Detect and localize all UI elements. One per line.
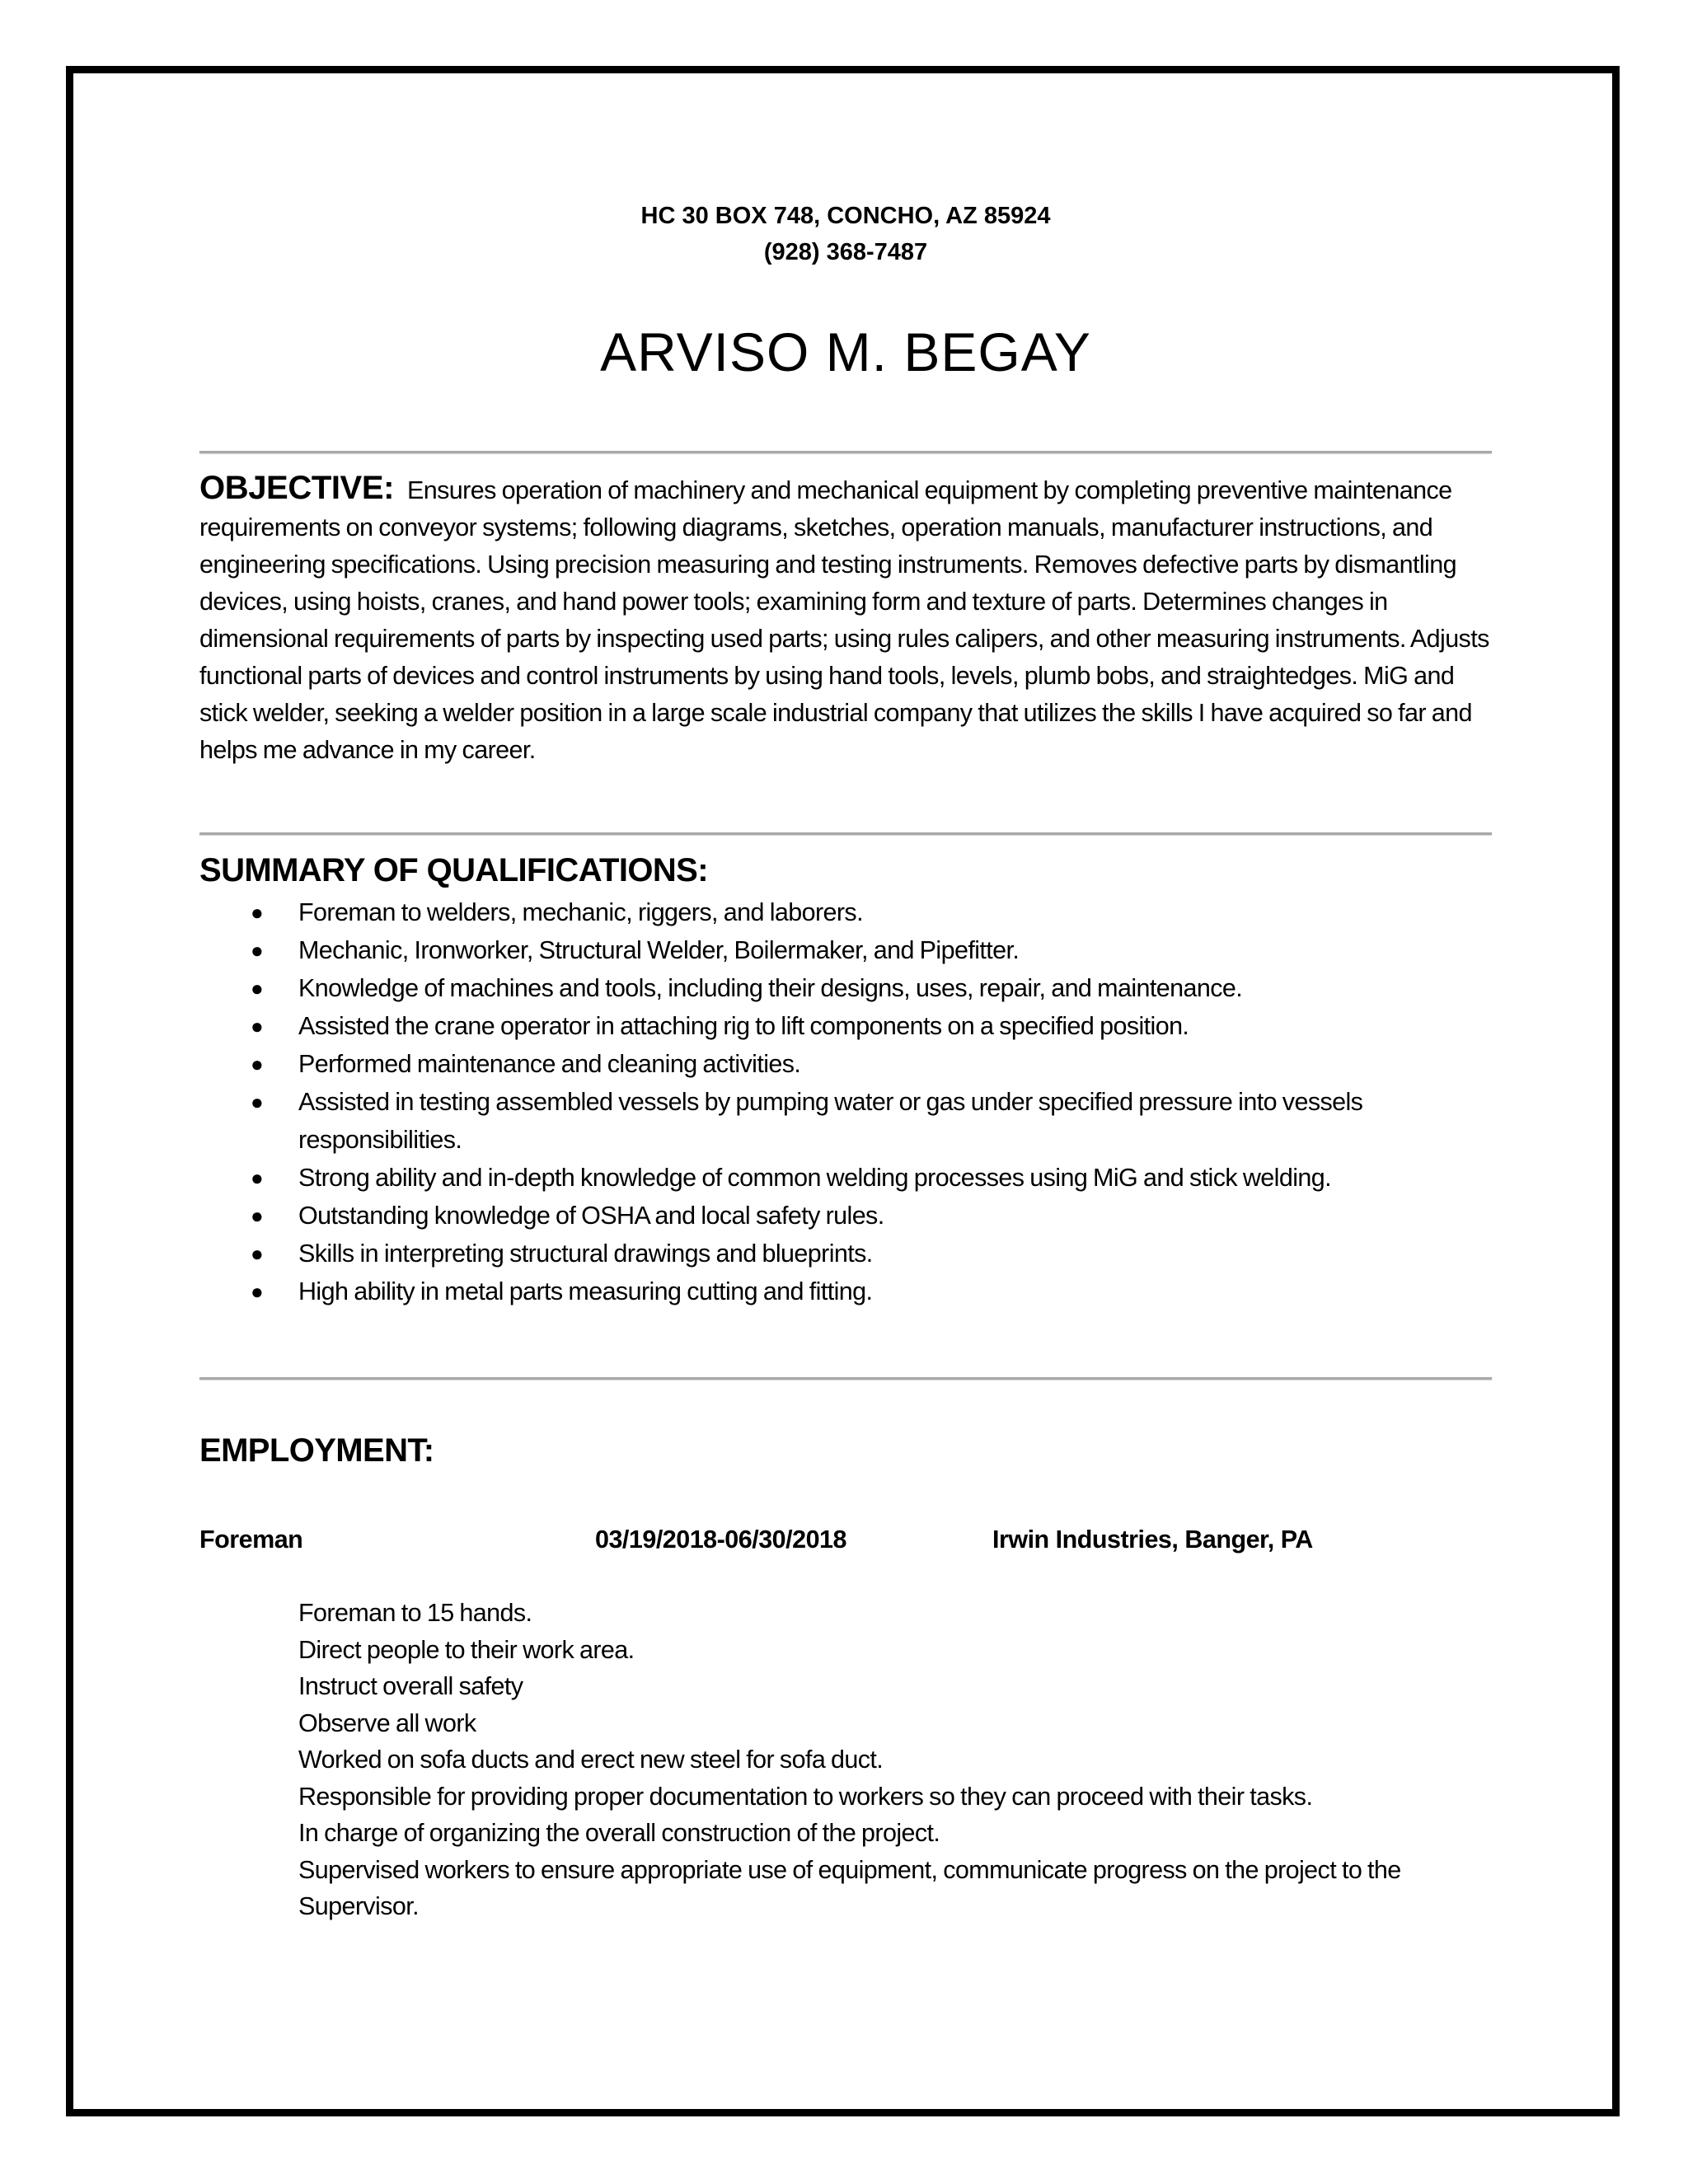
list-item <box>199 969 1492 1007</box>
list-item <box>199 1007 1492 1045</box>
list-item: Direct people to their work area. <box>298 1635 635 1664</box>
list-item <box>199 1159 1492 1197</box>
qualification-text: Assisted the crane operator in attaching rig to lift components on a specified position. <box>298 1012 1189 1040</box>
list-item: Worked on sofa ducts and erect new steel for sofa duct. <box>298 1746 884 1774</box>
list-item <box>199 1272 1492 1310</box>
contact-address: HC 30 BOX 748, CONCHO, AZ 85924 <box>640 203 1051 229</box>
bullet-icon: ● <box>251 1052 264 1076</box>
job-duties-list <box>298 1595 1436 1925</box>
qualifications-list <box>199 893 1492 1310</box>
qualification-text: Assisted in testing assembled vessels by pumping water or gas under specified pressure into vessels responsibilities. <box>298 1088 1363 1154</box>
list-item <box>199 1235 1492 1272</box>
qualification-text: Strong ability and in-depth knowledge of common welding processes using MiG and stick welding. <box>298 1164 1331 1192</box>
bullet-icon: ● <box>251 1241 264 1266</box>
bullet-icon: ● <box>251 1203 264 1228</box>
section-divider <box>199 1377 1492 1380</box>
qualification-text: Skills in interpreting structural drawings and blueprints. <box>298 1240 873 1268</box>
applicant-name: ARVISO M. BEGAY <box>600 321 1091 382</box>
job-dates: 03/19/2018-06/30/2018 <box>595 1526 846 1554</box>
bullet-icon: ● <box>251 1014 264 1038</box>
qualification-text: Mechanic, Ironworker, Structural Welder, Boilermaker, and Pipefitter. <box>298 936 1020 964</box>
summary-heading: SUMMARY OF QUALIFICATIONS: <box>199 852 708 888</box>
section-divider <box>199 832 1492 835</box>
list-item <box>199 1045 1492 1083</box>
bullet-icon: ● <box>251 900 264 925</box>
objective-section <box>199 470 1492 769</box>
list-item: In charge of organizing the overall construction of the project. <box>298 1819 940 1847</box>
list-item <box>199 931 1492 969</box>
qualification-text: Outstanding knowledge of OSHA and local safety rules. <box>298 1202 884 1230</box>
list-item <box>199 1083 1492 1159</box>
list-item <box>199 1197 1492 1235</box>
bullet-icon: ● <box>251 938 264 963</box>
qualification-text: High ability in metal parts measuring cutting and fitting. <box>298 1277 873 1305</box>
section-divider <box>199 451 1492 453</box>
qualification-text: Foreman to welders, mechanic, riggers, and laborers. <box>298 898 863 926</box>
bullet-icon: ● <box>251 976 264 1001</box>
list-item: Foreman to 15 hands. <box>298 1599 532 1627</box>
employment-heading: EMPLOYMENT: <box>199 1432 434 1469</box>
list-item: Responsible for providing proper documentation to workers so they can proceed with their tasks. <box>298 1782 1313 1811</box>
list-item: Observe all work <box>298 1708 476 1737</box>
objective-text: Ensures operation of machinery and mechanical equipment by completing preventive maintenance requirements on conveyor systems; following diagrams, sketches, operation manuals, manufacturer instructions, and engineering specifications. Using precision measuring and testing instruments. Removes defective parts by dismantling devices, using hoists, cranes, and hand power tools; examining form and texture of parts. Determines changes in dimensional requirements of parts by inspecting used parts; using rules calipers, and other measuring instruments. Adjusts functional parts of devices and control instruments by using hand tools, levels, plumb bobs, and straightedges. MiG and stick welder, seeking a welder position in a large scale industrial company that utilizes the skills I have acquired so far and helps me advance in my career. <box>199 476 1489 764</box>
bullet-icon: ● <box>251 1090 264 1114</box>
objective-heading: OBJECTIVE: <box>199 470 395 506</box>
bullet-icon: ● <box>251 1165 264 1190</box>
qualification-text: Performed maintenance and cleaning activities. <box>298 1050 801 1078</box>
job-company: Irwin Industries, Banger, PA <box>992 1526 1313 1554</box>
qualification-text: Knowledge of machines and tools, including their designs, uses, repair, and maintenance. <box>298 974 1243 1002</box>
contact-phone: (928) 368-7487 <box>763 239 928 265</box>
list-item: Supervised workers to ensure appropriate use of equipment, communicate progress on the project to the Supervisor. <box>298 1855 1401 1920</box>
bullet-icon: ● <box>251 1279 264 1304</box>
list-item <box>199 893 1492 931</box>
job-title: Foreman <box>199 1526 303 1554</box>
list-item: Instruct overall safety <box>298 1672 523 1700</box>
